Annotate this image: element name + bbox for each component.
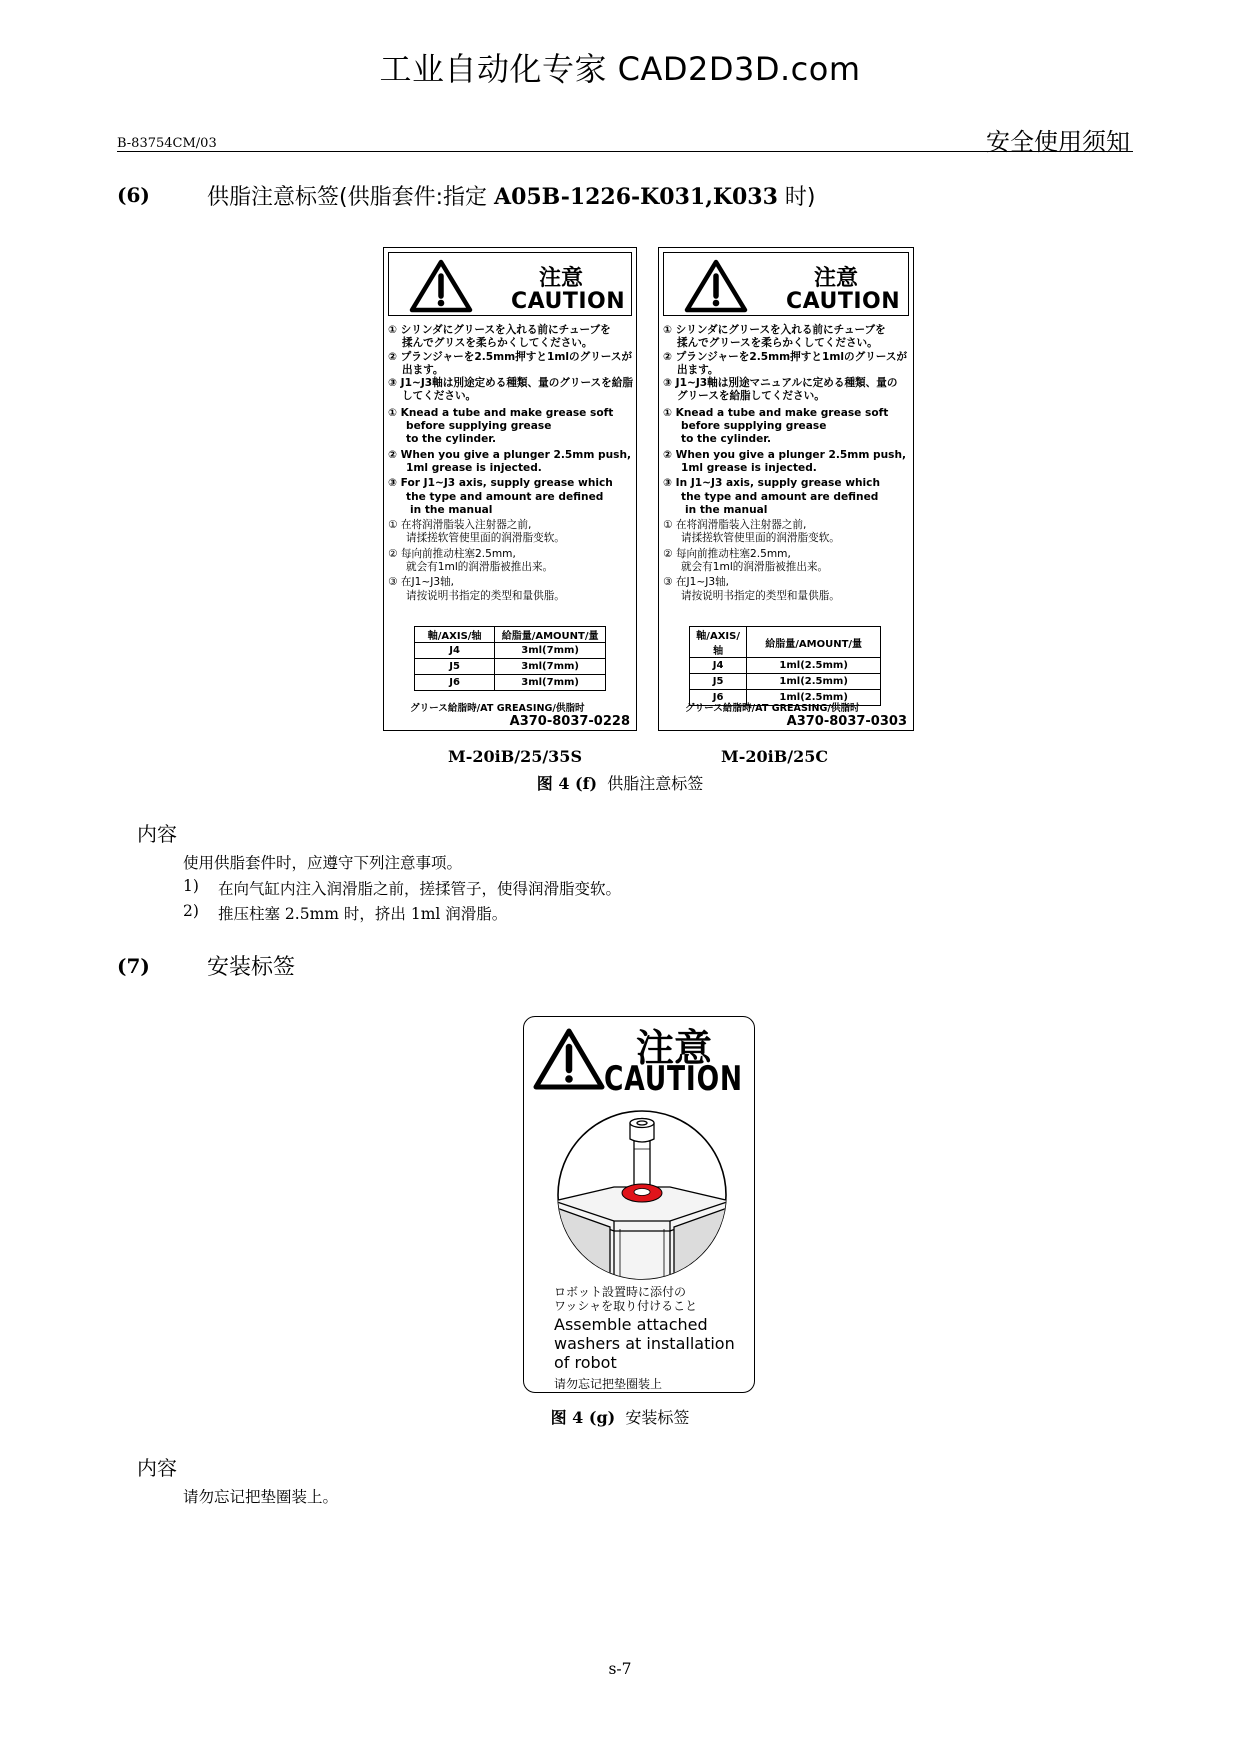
table-header-row (690, 627, 881, 658)
text-line: ① 在将润滑脂装入注射器之前, (663, 519, 807, 532)
table-row (415, 675, 606, 691)
text-line: the type and amount are defined (681, 490, 879, 503)
text-line: 出ます。 (402, 363, 444, 376)
content-6-item-2-num: 2) (183, 902, 199, 920)
text-line: ② プランジャーを2.5mm押すと1mlのグリースが (663, 350, 908, 363)
label-2-amount-table (689, 626, 881, 706)
header-rule (117, 151, 1133, 152)
text-line: ③ In J1~J3 axis, supply grease which (663, 477, 880, 490)
text-line: 揉んでグリースを柔らかくしてください。 (677, 337, 878, 350)
label-2-en-title: CAUTION (786, 289, 901, 314)
content-7-text: 请勿忘记把垫圈装上。 (183, 1488, 339, 1506)
warning-triangle-icon (532, 1027, 606, 1091)
table-row (415, 659, 606, 675)
label-1-header (388, 252, 632, 316)
text-line: ③ 在J1~J3轴, (663, 576, 730, 589)
table-cell: 1ml(2.5mm) (747, 690, 881, 706)
text-line: Assemble attached (554, 1315, 708, 1334)
label-1-en-title: CAUTION (511, 289, 626, 314)
table-row (415, 643, 606, 659)
table-row (690, 658, 881, 674)
section-6-title: 供脂注意标签(供脂套件:指定 A05B-1226-K031,K033 时) (207, 184, 816, 210)
install-label-cn-text: 请勿忘记把垫圈装上 (554, 1377, 663, 1391)
table-cell: 3ml(7mm) (495, 659, 606, 675)
doc-code: B-83754CM/03 (117, 136, 217, 151)
text-line: ① シリンダにグリースを入れる前にチューブを (663, 324, 886, 336)
text-line: washers at installation (554, 1334, 735, 1353)
text-line: ② When you give a plunger 2.5mm push, (663, 448, 907, 461)
table-cell: 1ml(2.5mm) (747, 674, 881, 690)
warning-triangle-icon (684, 259, 748, 313)
table-row (690, 674, 881, 690)
content-6-item-1-num: 1) (183, 877, 199, 895)
section-7-number: (7) (117, 954, 150, 978)
table-cell: J6 (415, 675, 495, 691)
label-2-header (663, 252, 909, 316)
text-line: 揉んでグリスを柔らかくしてください。 (402, 337, 593, 350)
install-label-en-title: CAUTION (604, 1059, 743, 1099)
warning-triangle-icon (409, 259, 473, 313)
washer-installation-illustration (554, 1109, 730, 1281)
grease-label-1 (383, 247, 637, 731)
label-2-part-number: A370-8037-0303 (786, 714, 907, 729)
model-1-name: M-20iB/25/35S (448, 747, 582, 766)
text-line: 就会有1ml的润滑脂被推出来。 (681, 561, 829, 574)
text-line: ③ J1~J3軸は別途定める種類、量のグリースを給脂 (388, 377, 633, 390)
header-title: 安全使用须知 (986, 128, 1130, 156)
table-cell: 給脂量/AMOUNT/量 (747, 627, 881, 658)
section-6-number: (6) (117, 183, 150, 207)
text-line: ① Knead a tube and make grease soft (663, 406, 889, 419)
grease-label-2 (658, 247, 914, 731)
text-line: してください。 (402, 390, 477, 403)
text-line: ② 每向前推动柱塞2.5mm, (388, 547, 516, 560)
label-2-text (663, 324, 908, 603)
content-6-heading: 内容 (137, 822, 177, 846)
model-2-name: M-20iB/25C (721, 747, 829, 766)
text-line: 请按说明书指定的类型和量供脂。 (681, 589, 840, 602)
label-2-ja-title: 注意 (814, 266, 859, 291)
table-cell: 給脂量/AMOUNT/量 (495, 627, 606, 643)
install-label-ja-title: 注意 (636, 1026, 713, 1070)
table-cell: 軸/AXIS/轴 (415, 627, 495, 643)
install-label (523, 1016, 755, 1393)
text-line: 就会有1ml的润滑脂被推出来。 (406, 561, 554, 574)
label-1-ja-title: 注意 (539, 266, 584, 291)
table-cell: J5 (690, 674, 747, 690)
text-line: ワッシャを取り付けること (554, 1299, 698, 1313)
section-7-title: 安装标签 (207, 955, 296, 980)
table-cell: 3ml(7mm) (495, 643, 606, 659)
text-line: 请揉搓软管使里面的润滑脂变软。 (406, 532, 565, 545)
text-line: in the manual (685, 503, 768, 516)
watermark: 工业自动化专家 CAD2D3D.com (379, 50, 861, 88)
text-line: the type and amount are defined (406, 490, 604, 503)
figure-f-caption: 图 4 (f) 供脂注意标签 (536, 774, 704, 793)
text-line: in the manual (410, 503, 493, 516)
text-line: ② プランジャーを2.5mm押すと1mlのグリースが (388, 350, 633, 363)
label-1-text (388, 324, 633, 603)
content-6-intro: 使用供脂套件时，应遵守下列注意事项。 (183, 854, 463, 872)
text-line: 出ます。 (677, 363, 719, 376)
text-line: ② 每向前推动柱塞2.5mm, (663, 547, 791, 560)
text-line: to the cylinder. (681, 433, 772, 446)
text-line: ① Knead a tube and make grease soft (388, 406, 614, 419)
text-line: before supplying grease (406, 420, 552, 433)
text-line: before supplying grease (681, 420, 827, 433)
install-label-en-text (554, 1315, 735, 1372)
figure-g-caption: 图 4 (g) 安装标签 (550, 1408, 690, 1427)
page-number: s-7 (608, 1660, 632, 1678)
text-line: of robot (554, 1353, 617, 1372)
content-6-item-2-text: 推压柱塞 2.5mm 时，挤出 1ml 润滑脂。 (218, 905, 508, 923)
text-line: 1ml grease is injected. (681, 461, 817, 474)
table-cell: J6 (690, 690, 747, 706)
label-1-footer: グリース給脂時/AT GREASING/供脂时 (410, 703, 585, 714)
text-line: グリースを給脂してください。 (677, 390, 825, 403)
content-7-heading: 内容 (137, 1456, 177, 1480)
text-line: 请揉搓软管使里面的润滑脂变软。 (681, 532, 840, 545)
text-line: ③ J1~J3軸は別途マニュアルに定める種類、量の (663, 377, 898, 390)
text-line: 请按说明书指定的类型和量供脂。 (406, 589, 565, 602)
table-cell: J4 (415, 643, 495, 659)
install-label-ja-text (554, 1285, 697, 1313)
label-1-part-number: A370-8037-0228 (509, 714, 630, 729)
text-line: ③ For J1~J3 axis, supply grease which (388, 477, 613, 490)
table-cell: J4 (690, 658, 747, 674)
text-line: ロボット設置時に添付の (554, 1285, 687, 1299)
table-cell: 3ml(7mm) (495, 675, 606, 691)
text-line: ② When you give a plunger 2.5mm push, (388, 448, 632, 461)
label-2-footer: グリース給脂時/AT GREASING/供脂时 (685, 703, 860, 714)
text-line: to the cylinder. (406, 433, 497, 446)
table-cell: 1ml(2.5mm) (747, 658, 881, 674)
table-cell: J5 (415, 659, 495, 675)
text-line: ① シリンダにグリースを入れる前にチューブを (388, 324, 611, 336)
text-line: ① 在将润滑脂装入注射器之前, (388, 519, 532, 532)
table-cell: 軸/AXIS/轴 (690, 627, 747, 658)
table-header-row (415, 627, 606, 643)
text-line: 1ml grease is injected. (406, 461, 542, 474)
content-6-item-1-text: 在向气缸内注入润滑脂之前，搓揉管子，使得润滑脂变软。 (218, 880, 622, 898)
label-1-amount-table (414, 626, 606, 691)
text-line: ③ 在J1~J3轴, (388, 576, 455, 589)
